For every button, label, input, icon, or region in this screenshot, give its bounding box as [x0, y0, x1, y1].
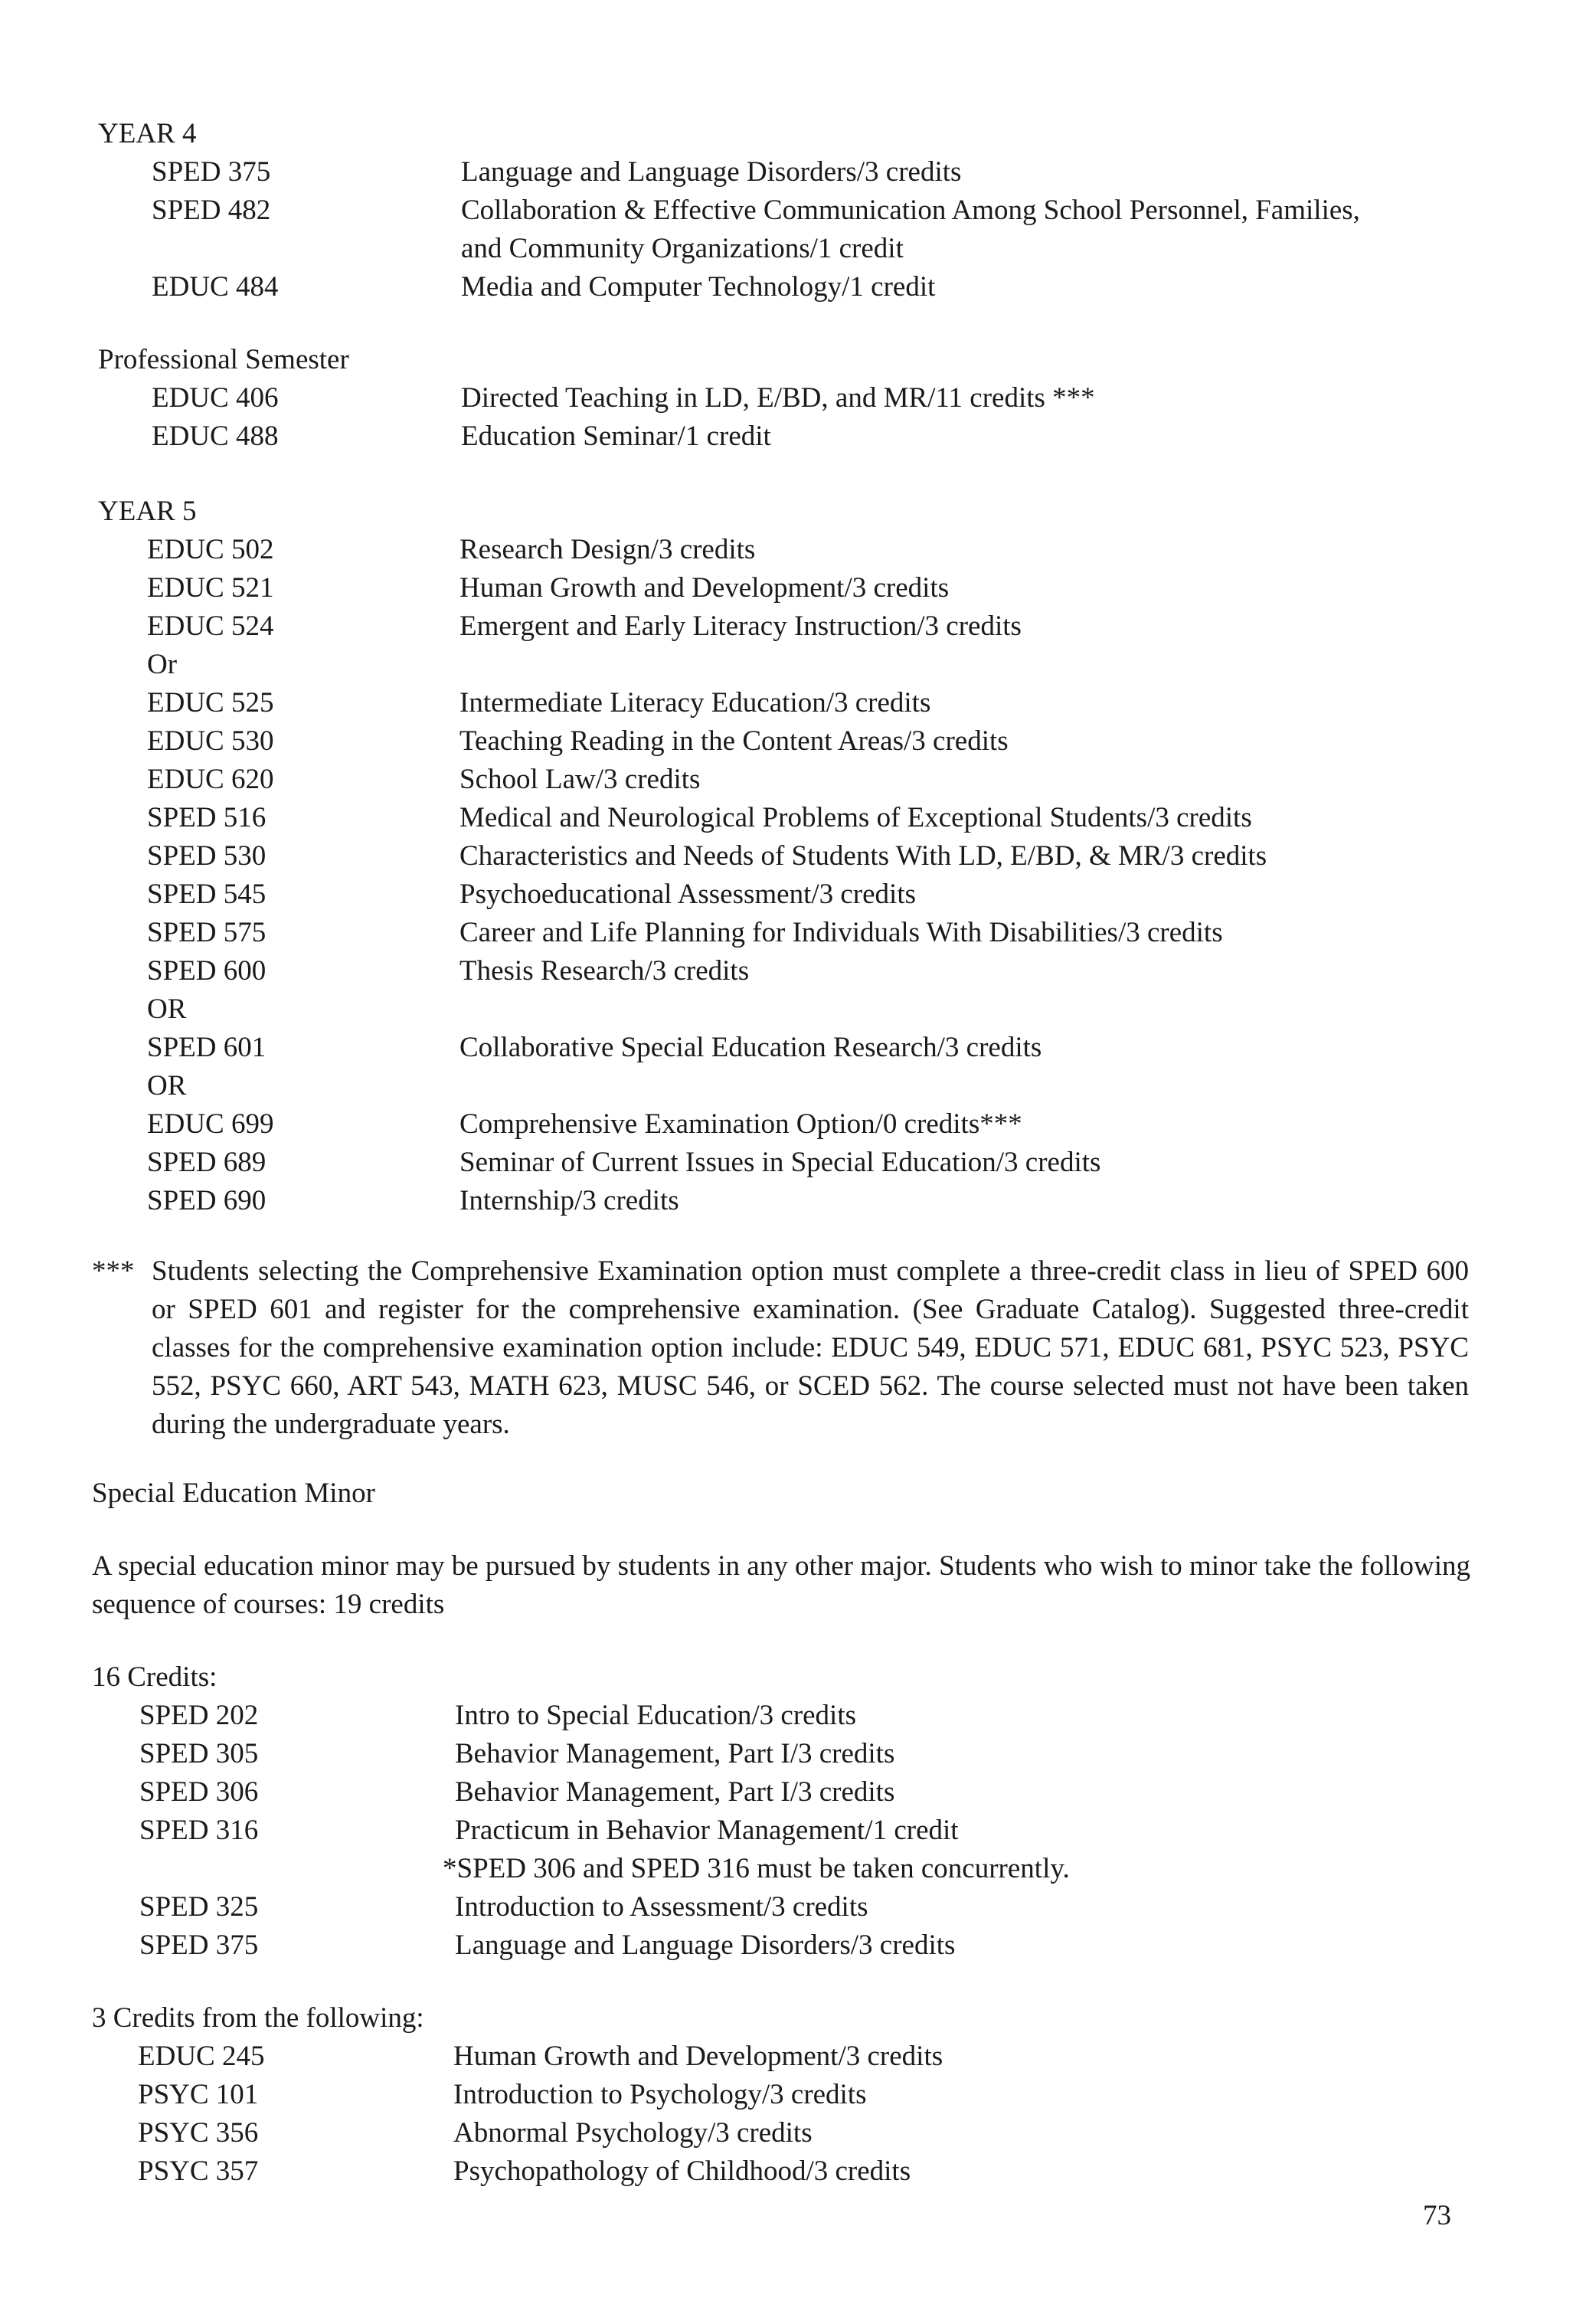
course-desc: Practicum in Behavior Management/1 credit: [455, 1815, 959, 1846]
course-code: SPED 316: [139, 1815, 259, 1846]
course-code: EDUC 620: [147, 764, 274, 795]
course-desc: Seminar of Current Issues in Special Education/3 credits: [459, 1147, 1101, 1178]
course-desc-continued: and Community Organizations/1 credit: [461, 233, 904, 264]
course-code: EDUC 524: [147, 610, 274, 642]
footnote-marker: ***: [92, 1255, 135, 1287]
course-desc: Language and Language Disorders/3 credits: [455, 1930, 956, 1961]
course-desc: Comprehensive Examination Option/0 credits***: [459, 1108, 1022, 1140]
course-desc: Human Growth and Development/3 credits: [459, 572, 950, 604]
course-code: PSYC 101: [138, 2079, 259, 2110]
course-desc: Behavior Management, Part I/3 credits: [455, 1738, 895, 1769]
course-code: EDUC 484: [152, 271, 279, 303]
course-code: SPED 516: [147, 802, 267, 833]
course-desc: Abnormal Psychology/3 credits: [453, 2117, 813, 2149]
page-number: 73: [1423, 2200, 1451, 2231]
or-separator: OR: [147, 993, 187, 1025]
course-desc: Media and Computer Technology/1 credit: [461, 271, 936, 303]
course-code: SPED 545: [147, 879, 267, 910]
course-code: EDUC 502: [147, 534, 274, 565]
course-desc: Internship/3 credits: [459, 1185, 679, 1216]
course-desc: School Law/3 credits: [459, 764, 701, 795]
course-desc: Introduction to Assessment/3 credits: [455, 1891, 868, 1923]
course-desc: Thesis Research/3 credits: [459, 955, 750, 987]
course-desc: Intro to Special Education/3 credits: [455, 1700, 857, 1731]
or-separator: Or: [147, 649, 178, 680]
professional-heading: Professional Semester: [98, 344, 349, 375]
year5-heading: YEAR 5: [98, 496, 197, 527]
or-separator: OR: [147, 1070, 187, 1101]
year4-heading: YEAR 4: [98, 118, 197, 149]
course-desc: Research Design/3 credits: [459, 534, 756, 565]
course-code: EDUC 699: [147, 1108, 274, 1140]
course-desc: Education Seminar/1 credit: [461, 421, 771, 452]
course-code: SPED 600: [147, 955, 267, 987]
course-code: EDUC 521: [147, 572, 274, 604]
course-desc: Directed Teaching in LD, E/BD, and MR/11 credits ***: [461, 382, 1095, 414]
course-desc: Collaboration & Effective Communication Among School Personnel, Families,: [461, 195, 1360, 226]
course-desc: Psychopathology of Childhood/3 credits: [453, 2155, 911, 2187]
course-code: EDUC 488: [152, 421, 279, 452]
course-code: SPED 690: [147, 1185, 267, 1216]
course-code: SPED 375: [139, 1930, 259, 1961]
group1-heading: 16 Credits:: [92, 1661, 217, 1693]
course-desc: Behavior Management, Part I/3 credits: [455, 1776, 895, 1808]
minor-heading: Special Education Minor: [92, 1478, 375, 1509]
group2-heading: 3 Credits from the following:: [92, 2002, 424, 2034]
course-desc: Emergent and Early Literacy Instruction/3 credits: [459, 610, 1022, 642]
course-desc: Human Growth and Development/3 credits: [453, 2041, 943, 2072]
course-code: SPED 575: [147, 917, 267, 948]
course-code: SPED 530: [147, 840, 267, 872]
footnote-text: Students selecting the Comprehensive Examination option must complete a three-credit class in lieu of SPED 600 or SPED 601 and register for the comprehensive examination. (See Graduate Catalog). Suggested three-credit classes for the comprehensive examination option include: EDUC 549, EDUC 571, EDUC 681, PSYC 523, PSYC 552, PSYC 660, ART 543, MATH 623, MUSC 546, or SCED 562. The course selected must not have been taken during the undergraduate years.: [152, 1255, 1469, 1440]
course-code: EDUC 406: [152, 382, 279, 414]
course-code: PSYC 357: [138, 2155, 259, 2187]
course-desc: Introduction to Psychology/3 credits: [453, 2079, 867, 2110]
course-code: SPED 305: [139, 1738, 259, 1769]
course-code: SPED 202: [139, 1700, 259, 1731]
course-desc: Career and Life Planning for Individuals With Disabilities/3 credits: [459, 917, 1223, 948]
course-code: EDUC 525: [147, 687, 274, 718]
course-desc: Intermediate Literacy Education/3 credits: [459, 687, 931, 718]
course-code: SPED 375: [152, 156, 271, 188]
course-code: SPED 601: [147, 1032, 267, 1063]
course-desc: Collaborative Special Education Research/3 credits: [459, 1032, 1042, 1063]
course-code: EDUC 245: [138, 2041, 265, 2072]
course-desc: Psychoeducational Assessment/3 credits: [459, 879, 917, 910]
course-code: SPED 306: [139, 1776, 259, 1808]
course-code: SPED 325: [139, 1891, 259, 1923]
concurrency-note: *SPED 306 and SPED 316 must be taken concurrently.: [443, 1853, 1070, 1884]
minor-intro: A special education minor may be pursued by students in any other major. Students who wish to minor take the following sequence of courses: 19 credits: [92, 1550, 1470, 1620]
course-code: SPED 689: [147, 1147, 267, 1178]
course-desc: Medical and Neurological Problems of Exceptional Students/3 credits: [459, 802, 1252, 833]
course-desc: Teaching Reading in the Content Areas/3 credits: [459, 725, 1009, 757]
course-desc: Language and Language Disorders/3 credits: [461, 156, 962, 188]
course-code: EDUC 530: [147, 725, 274, 757]
course-desc: Characteristics and Needs of Students With LD, E/BD, & MR/3 credits: [459, 840, 1267, 872]
course-code: SPED 482: [152, 195, 271, 226]
course-code: PSYC 356: [138, 2117, 259, 2149]
